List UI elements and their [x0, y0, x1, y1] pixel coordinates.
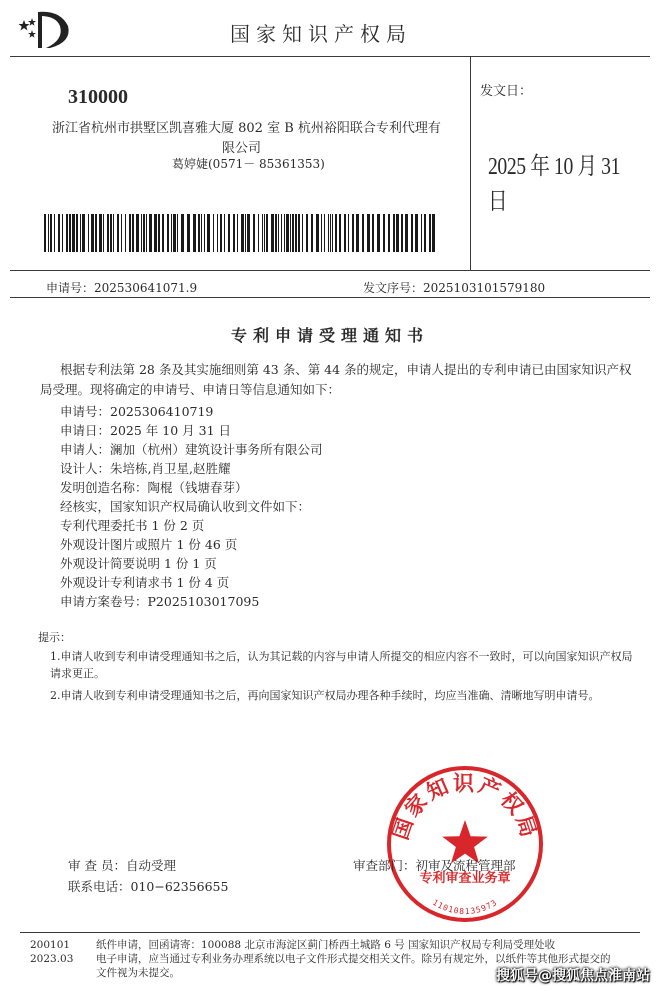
header-rule [10, 56, 650, 57]
tip-item: 2.申请人收到专利申请受理通知书之后，再向国家知识产权局办理各种手续时，均应当准确、清晰地写明申请号。 [50, 689, 600, 702]
barcode-bar [356, 214, 359, 252]
review-department: 审查部门：初审及流程管理部 [353, 858, 516, 873]
barcode-bar [181, 214, 184, 252]
barcode-bar [91, 214, 94, 252]
date-column-rule [470, 56, 471, 270]
notice-title: 专利申请受理通知书 [230, 326, 429, 345]
barcode-bar [372, 214, 374, 252]
barcode [44, 214, 436, 252]
barcode-bar [204, 214, 205, 252]
barcode-bar [383, 214, 385, 252]
barcode-bar [339, 214, 341, 252]
barcode-bar [149, 214, 152, 252]
barcode-bar [167, 214, 169, 252]
barcode-bar [321, 214, 322, 252]
form-code: 200101 [30, 939, 71, 951]
barcode-bar [424, 214, 426, 252]
barcode-bar [76, 214, 78, 252]
barcode-bar [110, 214, 112, 252]
barcode-bar [88, 214, 89, 252]
barcode-bar [217, 214, 218, 252]
barcode-bar [362, 214, 364, 252]
barcode-bar [245, 214, 246, 252]
serial-number-label: 发文序号： [363, 281, 424, 295]
barcode-bar [253, 214, 255, 252]
barcode-bar [411, 214, 413, 252]
notice-line: 外观设计简要说明 1 份 1 页 [60, 556, 217, 571]
barcode-bar [405, 214, 408, 252]
barcode-bar [396, 214, 399, 252]
notice-paragraph: 根据专利法第 28 条及其实施细则第 43 条、第 44 条的规定，申请人提出的专利申请已由国家知识产权局受理。现将确定的申请号、申请日等信息通知如下： [40, 362, 632, 397]
barcode-bar [258, 214, 259, 252]
barcode-bar [332, 214, 333, 252]
barcode-bar [82, 214, 85, 252]
address-line-1: 浙江省杭州市拱墅区凯喜雅大厦 802 室 B 杭州裕阳联合专利代理有 [52, 121, 441, 136]
barcode-bar [316, 214, 319, 252]
barcode-bar [264, 214, 265, 252]
address-bottom-rule [10, 270, 650, 271]
official-seal [383, 762, 547, 926]
notice-line: 申请日：2025 年 10 月 31 日 [60, 423, 231, 438]
seal-number: 110108135973 [430, 897, 500, 917]
contact: 葛婷婕(0571－ 85361353) [172, 157, 325, 171]
barcode-bar [207, 214, 210, 252]
barcode-bar [220, 214, 222, 252]
barcode-bar [54, 214, 55, 252]
barcode-bar [421, 214, 422, 252]
barcode-bar [69, 214, 71, 252]
barcode-bar [237, 214, 238, 252]
barcode-bar [66, 214, 68, 252]
barcode-bar [275, 214, 277, 252]
barcode-bar [44, 214, 46, 252]
footer-line-1: 纸件申请，回函请寄：100088 北京市海淀区蓟门桥西土城路 6 号 国家知识产权局专利局受理处收 [96, 939, 556, 951]
barcode-bar [193, 214, 196, 252]
barcode-bar [290, 214, 291, 252]
barcode-bar [295, 214, 297, 252]
seal-inner-text: 专利审查业务章 [419, 871, 511, 886]
barcode-bar [348, 214, 349, 252]
barcode-bar [352, 214, 354, 252]
barcode-bar [107, 214, 109, 252]
barcode-bar [367, 214, 370, 252]
seal-ring-text: 国家知识产权局 [387, 770, 543, 843]
barcode-bar [311, 214, 313, 252]
barcode-bar [103, 214, 104, 252]
barcode-bar [129, 214, 131, 252]
notice-line: 申请人：澜加（杭州）建筑设计事务所有限公司 [60, 442, 323, 457]
barcode-bar [201, 214, 202, 252]
barcode-bar [132, 214, 134, 252]
barcode-bar [224, 214, 225, 252]
tip-item: 1.申请人收到专利申请受理通知书之后，认为其记载的内容与申请人所提交的相应内容不一致时，可以向国家知识产权局请求更正。 [50, 650, 633, 680]
barcode-bar [415, 214, 418, 252]
barcode-bar [241, 214, 244, 252]
serial-number: 2025103101579180 [423, 281, 546, 295]
notice-line: 经核实，国家知识产权局确认收到文件如下： [60, 499, 311, 514]
barcode-bar [95, 214, 97, 252]
issue-date-label: 发文日： [480, 84, 533, 99]
barcode-bar [328, 214, 329, 252]
barcode-bar [292, 214, 294, 252]
barcode-bar [388, 214, 390, 252]
application-number-label: 申请号： [46, 281, 95, 295]
barcode-bar [228, 214, 230, 252]
contact-phone: 联系电话：010−62356655 [68, 879, 229, 894]
barcode-bar [233, 214, 235, 252]
notice-line: 申请方案卷号：P2025103017095 [60, 594, 260, 609]
footer-line-2: 电子申请，应当通过专利业务办理系统以电子文件形式提交相关文件。除另有规定外，以纸件等其他形式提交的 [96, 953, 611, 965]
barcode-bar [158, 214, 160, 252]
footer-rule [20, 932, 640, 933]
barcode-bar [136, 214, 139, 252]
ids-bottom-rule [10, 297, 650, 298]
barcode-bar [306, 214, 308, 252]
barcode-bar [72, 214, 75, 252]
barcode-bar [284, 214, 285, 252]
issue-date: 2025 年 10 月 31 日 [488, 154, 621, 215]
barcode-bar [141, 214, 142, 252]
barcode-bar [113, 214, 114, 252]
barcode-bar [146, 214, 147, 252]
barcode-bar [173, 214, 176, 252]
notice-line: 外观设计图片或照片 1 份 46 页 [60, 537, 238, 552]
barcode-bar [278, 214, 279, 252]
tips-label: 提示： [38, 631, 71, 644]
barcode-bar [121, 214, 122, 252]
barcode-bar [401, 214, 403, 252]
barcode-bar [335, 214, 337, 252]
application-number: 202530641071.9 [94, 281, 198, 295]
postcode: 310000 [68, 86, 128, 108]
cnipa-logo [16, 8, 76, 50]
barcode-bar [393, 214, 395, 252]
watermark: 搜狐号@搜狐焦点淮南站 [496, 968, 650, 984]
barcode-bar [62, 214, 63, 252]
notice-line: 专利代理委托书 1 份 2 页 [60, 518, 205, 533]
barcode-bar [99, 214, 102, 252]
examiner: 审 查 员：自动受理 [68, 858, 176, 873]
application-number-row [46, 279, 197, 296]
barcode-bar [162, 214, 164, 252]
barcode-bar [262, 214, 263, 252]
barcode-bar [48, 214, 49, 252]
notice-line: 发明创造名称：陶棍（钱塘春芽） [60, 480, 248, 495]
barcode-bar [117, 214, 119, 252]
barcode-bar [213, 214, 214, 252]
barcode-bar [50, 214, 52, 252]
barcode-bar [429, 214, 431, 252]
barcode-bar [286, 214, 289, 252]
barcode-bar [198, 214, 200, 252]
barcode-bar [80, 214, 81, 252]
barcode-bar [247, 214, 250, 252]
barcode-bar [271, 214, 274, 252]
notice-line: 申请号：2025306410719 [60, 404, 214, 419]
barcode-bar [266, 214, 268, 252]
barcode-bar [298, 214, 300, 252]
barcode-bar [143, 214, 145, 252]
notice-line: 外观设计专利请求书 1 份 4 页 [60, 575, 230, 590]
barcode-bar [281, 214, 282, 252]
barcode-bar [302, 214, 303, 252]
barcode-bar [154, 214, 157, 252]
barcode-bar [330, 214, 331, 252]
address-line-2: 限公司 [222, 141, 262, 156]
form-version: 2023.03 [30, 953, 74, 965]
office-title: 国家知识产权局 [230, 22, 412, 46]
barcode-bar [324, 214, 325, 252]
barcode-bar [177, 214, 178, 252]
barcode-bar [432, 214, 435, 252]
barcode-bar [377, 214, 380, 252]
footer-line-3: 文件视为未提交。 [96, 967, 180, 979]
serial-number-row [363, 279, 545, 296]
barcode-bar [171, 214, 172, 252]
barcode-bar [58, 214, 60, 252]
notice-line: 设计人：朱培栋,肖卫星,赵胜耀 [60, 461, 231, 476]
barcode-bar [125, 214, 126, 252]
barcode-bar [344, 214, 346, 252]
barcode-bar [187, 214, 190, 252]
